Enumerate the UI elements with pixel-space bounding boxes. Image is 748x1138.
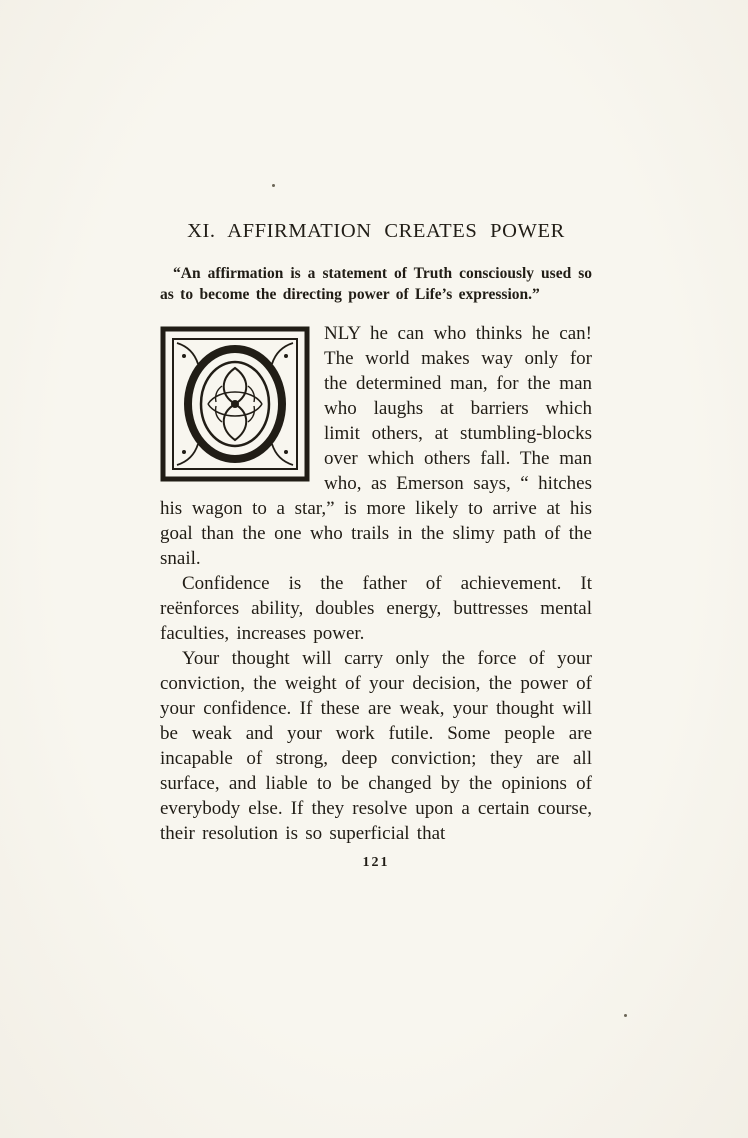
paragraph-2: Confidence is the father of achievement. It reënforces ability, doubles energy, buttresses mental faculties, increases power. <box>160 573 592 644</box>
page-content <box>160 220 592 871</box>
epigraph: “An affirmation is a statement of Truth consciously used so as to become the directing power of Life’s expression.” <box>160 265 592 303</box>
drop-cap-woodcut-icon <box>160 326 310 482</box>
page-number: 121 <box>362 855 390 870</box>
ornamental-drop-cap-o <box>160 326 310 482</box>
scan-speck-bottom <box>624 1014 627 1017</box>
body-text <box>160 321 592 846</box>
paragraph-1 <box>160 321 592 571</box>
paragraph-3: Your thought will carry only the force of your conviction, the weight of your decision, the power of your confidence. If these are weak, your thought will be weak and your work futile. Some people are incapable of strong, deep conviction; they are all surface, and liable to be changed by the opinions of everybody else. If they resolve upon a certain course, their resolution is so superficial that <box>160 648 592 844</box>
paragraph-1-text: NLY he can who thinks he can! The world makes way only for the determined man, for the man who laughs at barriers which limit others, at stumbling-blocks over which others fall. The man who, as Emerson says, “ hitches his wagon to a star,” is more likely to arrive at his goal than the one who trails in the slimy path of the snail. <box>160 323 592 569</box>
scan-speck-top <box>272 184 275 187</box>
chapter-title: XI. AFFIRMATION CREATES POWER <box>187 220 565 242</box>
